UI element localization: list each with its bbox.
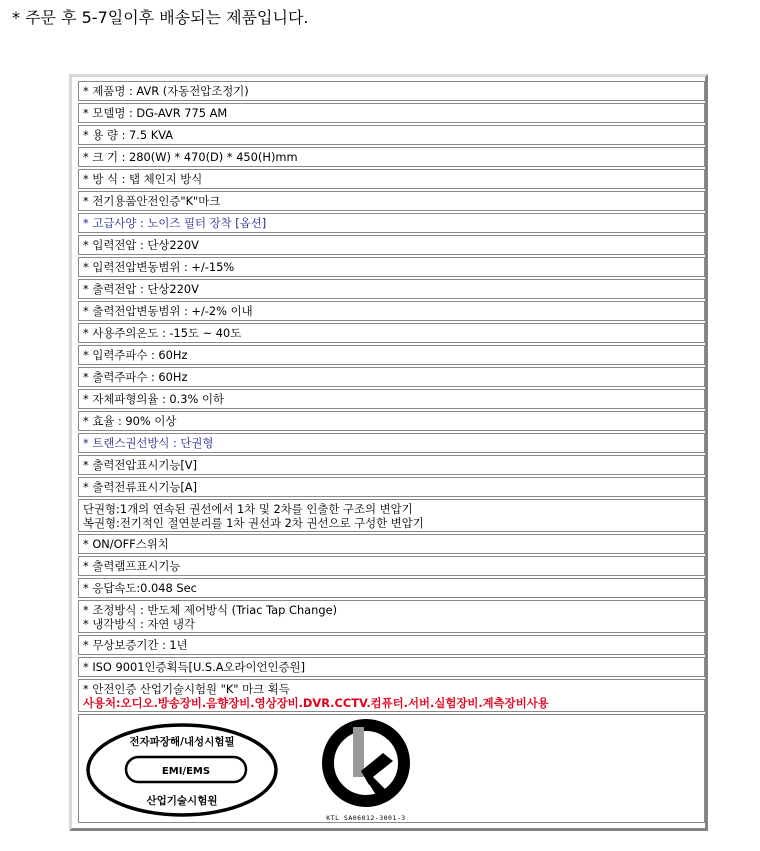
- emi-seal-middle-text: EMI/EMS: [161, 766, 211, 777]
- spec-row-current-display: * 출력전류표시기능[A]: [78, 477, 705, 497]
- spec-row-input-range: * 입력전압변동범위 : +/-15%: [78, 257, 705, 277]
- k-mark-caption: KTL SA06012-3001-3: [326, 814, 406, 822]
- control-method-text: * 조정방식 : 반도체 제어방식 (Triac Tap Change): [83, 603, 338, 617]
- spec-row-warranty: * 무상보증기간 : 1년: [78, 635, 705, 655]
- spec-row-response-speed: * 응답속도:0.048 Sec: [78, 578, 705, 598]
- spec-row-model-name: * 모델명 : DG-AVR 775 AM: [78, 103, 705, 123]
- spec-frame: [69, 74, 708, 831]
- spec-row-capacity: * 용 량 : 7.5 KVA: [78, 125, 705, 145]
- spec-row-input-voltage: * 입력전압 : 단상220V: [78, 235, 705, 255]
- winding-note-line-1: 단권형:1개의 연속된 권선에서 1차 및 2차를 인출한 구조의 변압기: [83, 502, 413, 516]
- spec-row-input-frequency: * 입력주파수 : 60Hz: [78, 345, 705, 365]
- usage-text: 사용처:오디오.방송장비.음향장비.영상장비.DVR.CCTV.컴퓨터.서버.실험장비.계측장비사용: [83, 696, 549, 710]
- delivery-notice: * 주문 후 5-7일이후 배송되는 제품입니다.: [12, 8, 309, 27]
- spec-row-output-range: * 출력전압변동범위 : +/-2% 이내: [78, 301, 705, 321]
- spec-row-waveform: * 자체파형의율 : 0.3% 이하: [78, 389, 705, 409]
- emi-seal-bottom-text: 산업기술시험원: [146, 795, 218, 807]
- spec-row-safety-cert: * 전기용품안전인증"K"마크: [78, 191, 705, 211]
- spec-row-power-switch: * ON/OFF스위치: [78, 534, 705, 554]
- spec-row-voltage-display: * 출력전압표시기능[V]: [78, 455, 705, 475]
- certification-marks: [78, 714, 705, 823]
- spec-row-iso: * ISO 9001인증획득[U.S.A오라이언인증원]: [78, 657, 705, 677]
- k-mark-logo: [311, 717, 421, 823]
- emi-ems-seal: [84, 722, 280, 818]
- spec-row-control-cooling: [78, 600, 705, 633]
- spec-row-size: * 크 기 : 280(W) * 470(D) * 450(H)mm: [78, 147, 705, 167]
- spec-row-temperature: * 사용주의온도 : -15도 ~ 40도: [78, 323, 705, 343]
- cooling-method-text: * 냉각방식 : 자연 냉각: [83, 617, 196, 631]
- emi-seal-top-text: 전자파장해/내성시험필: [129, 736, 235, 748]
- spec-row-winding-type: * 트랜스권선방식 : 단권형: [78, 433, 705, 453]
- spec-row-method: * 방 식 : 탭 체인지 방식: [78, 169, 705, 189]
- spec-row-premium-option: * 고급사양 : 노이즈 필터 장착 [옵션]: [78, 213, 705, 233]
- spec-table: [78, 81, 705, 823]
- spec-row-product-name: * 제품명 : AVR (자동전압조정기): [78, 81, 705, 101]
- certification-text: * 안전인증 산업기술시험원 "K" 마크 획득: [83, 682, 290, 696]
- spec-row-efficiency: * 효율 : 90% 이상: [78, 411, 705, 431]
- spec-row-output-voltage: * 출력전압 : 단상220V: [78, 279, 705, 299]
- winding-note-line-2: 복권형:전기적인 절연분리를 1차 권선과 2차 권선으로 구성한 변압기: [83, 516, 424, 530]
- spec-row-certification: [78, 679, 705, 712]
- spec-row-output-frequency: * 출력주파수 : 60Hz: [78, 367, 705, 387]
- spec-row-winding-note: [78, 499, 705, 532]
- spec-row-output-lamp: * 출력램프표시기능: [78, 556, 705, 576]
